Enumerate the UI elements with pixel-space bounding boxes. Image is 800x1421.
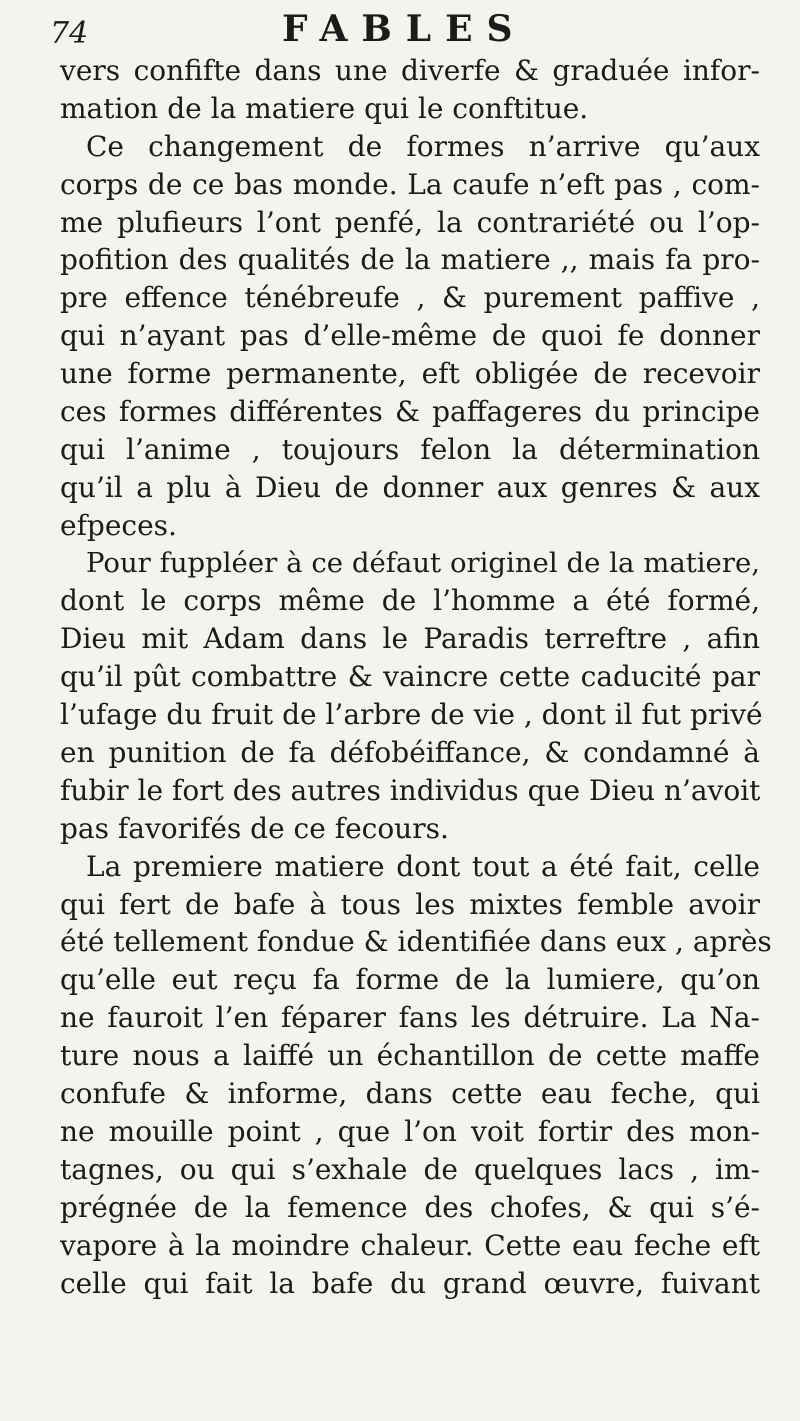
paragraph	[60, 128, 760, 545]
text-line: La premiere matiere dont tout a été fait, celle	[86, 849, 760, 883]
text-line: ne mouille point , que l’on voit fortir des mon-	[60, 1114, 760, 1148]
text-line: qu’il pût combattre & vaincre cette caducité par	[60, 660, 760, 694]
text-line: ces formes différentes & paffageres du principe	[60, 395, 760, 429]
text-line: confufe & informe, dans cette eau feche, qui	[60, 1077, 760, 1111]
text-line: tagnes, ou qui s’exhale de quelques lacs , im-	[60, 1152, 760, 1186]
text-line: qui fert de bafe à tous les mixtes femble avoir	[60, 887, 760, 921]
text-line: efpeces.	[60, 508, 177, 542]
paragraph	[60, 52, 760, 128]
text-line: pofition des qualités de la matiere ,, mais fa pro-	[60, 243, 760, 277]
page-header	[0, 6, 800, 58]
text-line: une forme permanente, eft obligée de recevoir	[60, 357, 760, 391]
text-line: ne fauroit l’en féparer fans les détruire. La Na-	[60, 1001, 760, 1035]
text-line: celle qui fait la bafe du grand œuvre, fuivant	[60, 1266, 760, 1300]
text-line: dont le corps même de l’homme a été formé,	[60, 584, 760, 618]
text-line: Ce changement de formes n’arrive qu’aux	[86, 129, 760, 163]
text-line: Dieu mit Adam dans le Paradis terreftre , afin	[60, 622, 760, 656]
text-line: qui n’ayant pas d’elle-même de quoi fe donner	[60, 319, 760, 353]
text-line: qu’il a plu à Dieu de donner aux genres & aux	[60, 470, 760, 504]
text-line: prégnée de la femence des chofes, & qui s’é-	[60, 1190, 760, 1224]
text-line: vapore à la moindre chaleur. Cette eau feche eft	[60, 1228, 760, 1262]
text-line: qu’elle eut reçu fa forme de la lumiere, qu’on	[60, 963, 760, 997]
text-line: en punition de fa défobéiffance, & condamné à	[60, 736, 760, 770]
text-line: été tellement fondue & identifiée dans eux , après	[60, 925, 772, 959]
paragraph	[60, 545, 763, 848]
text-line: mation de la matiere qui le conftitue.	[60, 91, 589, 125]
text-line: me plufieurs l’ont penfé, la contrariété ou l’op-	[60, 205, 760, 239]
text-line: pas favorifés de ce fecours.	[60, 811, 449, 845]
text-line: l’ufage du fruit de l’arbre de vie , dont il fut privé	[60, 698, 763, 732]
text-line: fubir le fort des autres individus que Dieu n’avoit	[60, 773, 761, 807]
text-line: corps de ce bas monde. La caufe n’eft pas , com-	[60, 167, 760, 201]
body-text	[60, 52, 772, 1302]
text-line: ture nous a laiffé un échantillon de cette maffe	[60, 1039, 760, 1073]
text-line: pre effence ténébreufe , & purement paffive ,	[60, 281, 760, 315]
text-line: vers confifte dans une diverfe & graduée infor-	[60, 54, 760, 87]
text-line: qui l’anime , toujours felon la détermination	[60, 432, 760, 466]
page-number: 74	[50, 16, 89, 51]
text-line: Pour fuppléer à ce défaut originel de la matiere,	[86, 546, 760, 579]
running-title: FABLES	[282, 8, 527, 50]
paragraph	[60, 848, 772, 1303]
